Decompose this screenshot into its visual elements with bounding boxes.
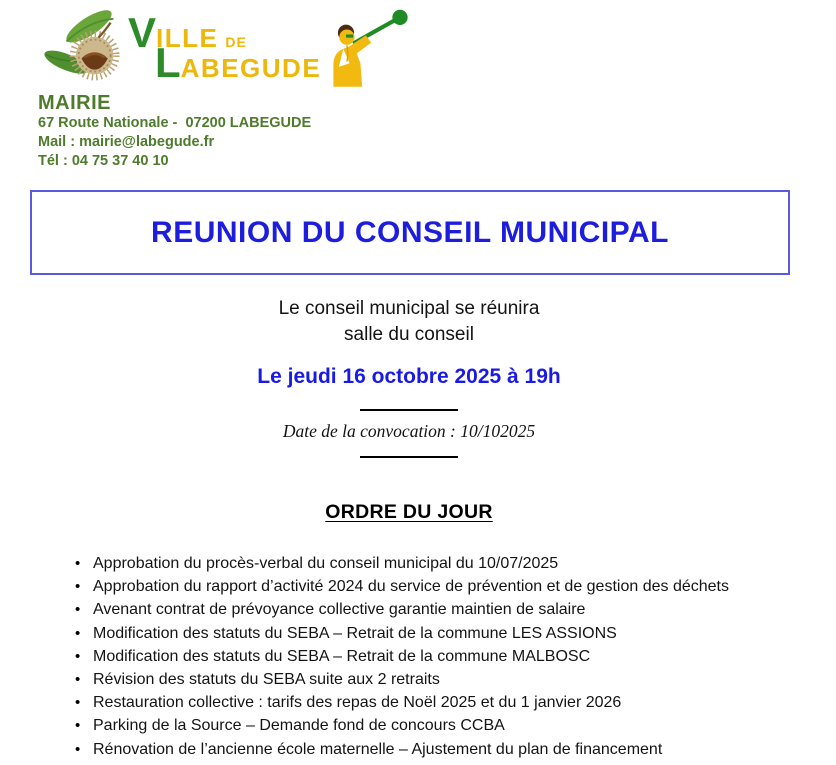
- meeting-line-1: Le conseil municipal se réunira: [278, 298, 540, 319]
- agenda-item-text: Approbation du rapport d’activité 2024 du service de prévention et de gestion des déchets: [93, 578, 729, 596]
- mairie-contact-block: [38, 92, 311, 171]
- meeting-info: [0, 296, 818, 524]
- town-logo: [42, 5, 409, 91]
- agenda-item-text: Révision des statuts du SEBA suite aux 2 retraits: [93, 671, 440, 689]
- agenda-list: [75, 552, 806, 761]
- divider-top: [360, 409, 458, 411]
- bullet-icon: •: [75, 717, 81, 735]
- bullet-icon: •: [75, 647, 81, 665]
- agenda-item-text: Parking de la Source – Demande fond de concours CCBA: [93, 717, 505, 735]
- agenda-item: [75, 598, 806, 621]
- bullet-icon: •: [75, 601, 81, 619]
- agenda-item-text: Restauration collective : tarifs des repas de Noël 2025 et du 1 janvier 2026: [93, 694, 622, 712]
- glassblower-icon: [319, 5, 409, 91]
- agenda-item: [75, 714, 806, 737]
- agenda-item-text: Modification des statuts du SEBA – Retrait de la commune MALBOSC: [93, 647, 591, 665]
- chestnut-icon: [42, 5, 136, 91]
- mairie-title: MAIRIE: [38, 92, 111, 114]
- bullet-icon: •: [75, 740, 81, 758]
- logo-initial-v: V: [128, 8, 157, 56]
- agenda-item: [75, 552, 806, 575]
- logo-labegude-rest: ABEGUDE: [180, 52, 322, 83]
- mairie-phone: Tél : 04 75 37 40 10: [38, 153, 169, 169]
- divider-bottom: [360, 456, 458, 458]
- agenda-item-text: Rénovation de l’ancienne école maternelle – Ajustement du plan de financement: [93, 740, 663, 758]
- agenda-item: [75, 622, 806, 645]
- title-banner: [30, 190, 790, 275]
- logo-initial-l: L: [155, 38, 181, 86]
- logo-de: DE: [225, 33, 247, 50]
- mairie-address: 67 Route Nationale - 07200 LABEGUDE: [38, 115, 312, 131]
- bullet-icon: •: [75, 555, 81, 572]
- agenda-item: [75, 575, 806, 598]
- agenda-item-text: Approbation du procès-verbal du conseil municipal du 10/07/2025: [93, 555, 559, 572]
- agenda-item-text: Avenant contrat de prévoyance collective garantie maintien de salaire: [93, 601, 586, 619]
- convocation-date: Date de la convocation : 10/102025: [282, 421, 536, 441]
- bullet-icon: •: [75, 671, 81, 689]
- page-title: REUNION DU CONSEIL MUNICIPAL: [151, 215, 669, 249]
- agenda-item: [75, 738, 806, 761]
- logo-line-labegude: [155, 38, 322, 86]
- meeting-line-2: salle du conseil: [344, 324, 474, 345]
- agenda-item: [75, 645, 806, 668]
- meeting-datetime: Le jeudi 16 octobre 2025 à 19h: [257, 365, 561, 388]
- logo-wordmark: [128, 8, 322, 86]
- agenda-item: [75, 668, 806, 691]
- bullet-icon: •: [75, 578, 81, 596]
- bullet-icon: •: [75, 624, 81, 642]
- mairie-email: Mail : mairie@labegude.fr: [38, 134, 215, 150]
- agenda-item-text: Modification des statuts du SEBA – Retrait de la commune LES ASSIONS: [93, 624, 617, 642]
- agenda-heading: ORDRE DU JOUR: [325, 501, 493, 523]
- bullet-icon: •: [75, 694, 81, 712]
- agenda-item: [75, 691, 806, 714]
- logo-ville-rest: ILLE: [156, 22, 219, 53]
